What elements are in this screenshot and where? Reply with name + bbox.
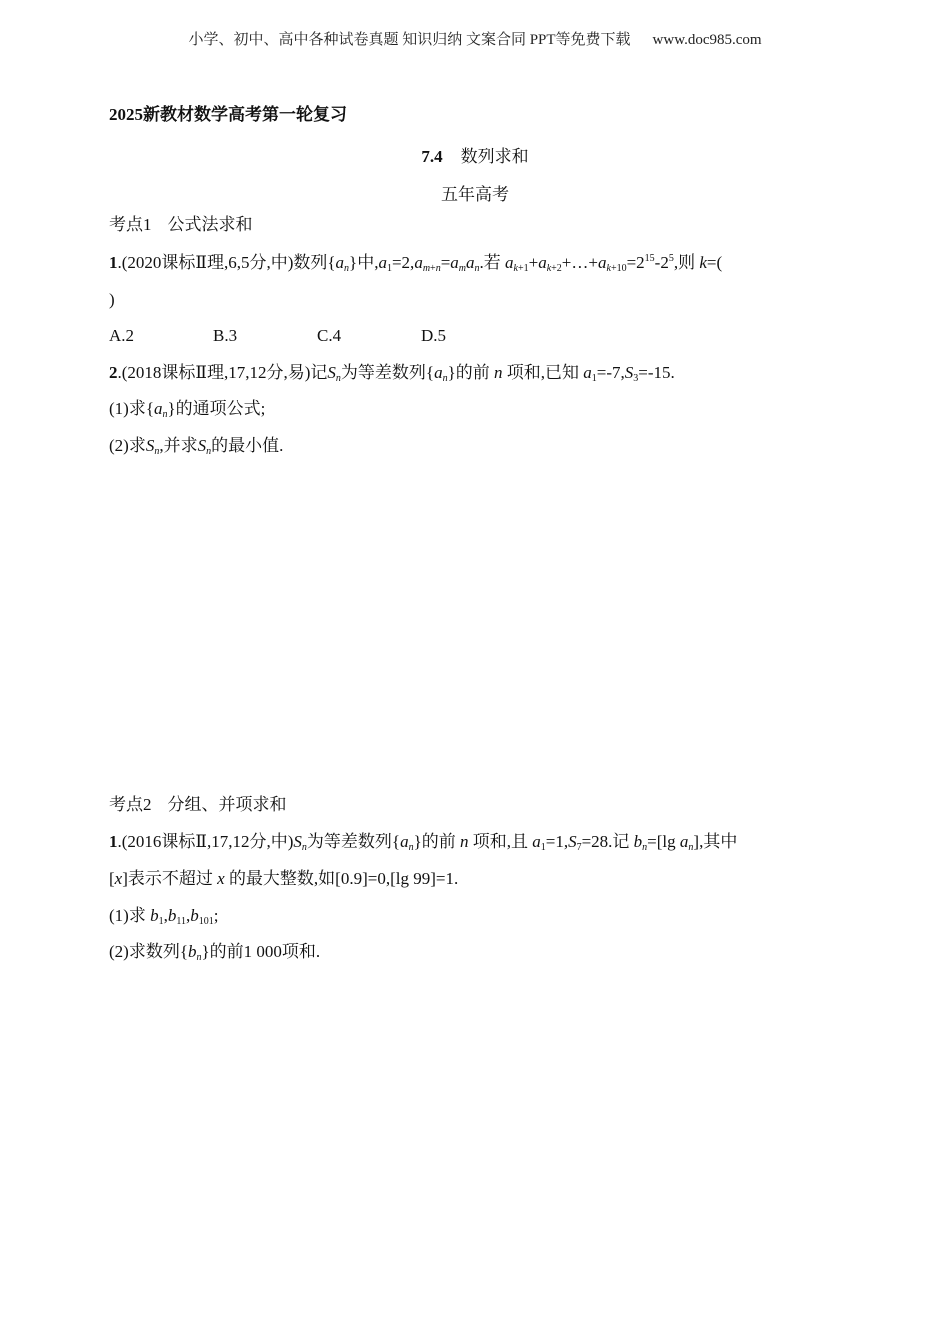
section-heading bbox=[0, 142, 950, 167]
t2-q1-part2-text-b: }的前1 000项和. bbox=[201, 942, 321, 961]
t1-q1-option-b: B.3 bbox=[213, 326, 238, 345]
t1-q1-option-c: C.4 bbox=[317, 326, 342, 345]
t1-q2-part1: (1)求$\{a_n\}$的通项公式; bbox=[109, 399, 266, 420]
t2-q1-source: .(2016课标Ⅱ,17,12分,中) bbox=[117, 832, 294, 851]
t1-q2-part2-text-b: ,并求 bbox=[159, 436, 198, 455]
t1-q1-close-paren: ) bbox=[109, 290, 115, 309]
t2-q1-part1-text: (1)求 bbox=[109, 906, 146, 925]
t2-q1-part2-text-a: (2)求数列{ bbox=[109, 942, 188, 961]
section-name: 数列求和 bbox=[460, 147, 529, 166]
section-number: 7.4 bbox=[421, 147, 443, 166]
page-header bbox=[0, 28, 950, 49]
t1-q1-options bbox=[109, 325, 525, 347]
t2-q1-part2: (2)求数列$\{b_n\}$的前1 000项和. bbox=[109, 942, 321, 963]
header-tagline: 小学、初中、高中各种试卷真题 知识归纳 文案合同 PPT等免费下载 bbox=[188, 32, 631, 48]
t1-q2-part2-text-a: (2)求 bbox=[109, 436, 146, 455]
t2-q1-part1: (1)求 $b_1,b_{11},b_{101}$; bbox=[109, 906, 219, 927]
t2-q1-number: 1 bbox=[109, 832, 118, 851]
t1-q2-part1-text-a: (1)求{ bbox=[109, 399, 154, 418]
t2-q1-stem: 1.(2016课标Ⅱ,17,12分,中)$S_n$为等差数列$\{a_n\}$的前 n 项和,且 $a_1=1,S_7=28$.记 $b_n=[\lg$ $a_n$],其中 bbox=[109, 832, 738, 853]
t1-q2-part1-text-b: }的通项公式; bbox=[167, 399, 266, 418]
topic1-heading bbox=[109, 214, 253, 236]
t1-q1-number: 1 bbox=[109, 253, 118, 272]
topic1-name: 公式法求和 bbox=[167, 215, 253, 234]
t1-q2-part2-text-c: 的最小值. bbox=[211, 436, 284, 455]
t1-q2-stem: 2.(2018课标Ⅱ理,17,12分,易)记$S_n$为等差数列$\{a_n\}$的前 n 项和,已知 $a_1=-7,S_3=-15$. bbox=[109, 363, 675, 384]
t1-q2-part2: (2)求$S_n$,并求$S_n$的最小值. bbox=[109, 436, 284, 457]
t2-q1-stem-cont: [x]表示不超过 x 的最大整数,如[0.9]=0,[lg 99]=1. bbox=[109, 869, 459, 888]
topic2-label: 考点2 bbox=[109, 795, 152, 814]
t1-q1-source: .(2020课标Ⅱ理,6,5分,中)数列{ bbox=[117, 253, 336, 272]
t1-q2-number: 2 bbox=[109, 363, 118, 382]
header-site-link[interactable]: www.doc985.com bbox=[652, 32, 762, 48]
t1-q1-option-d: D.5 bbox=[421, 326, 447, 345]
document-title: 2025新教材数学高考第一轮复习 bbox=[109, 105, 347, 124]
topic1-label: 考点1 bbox=[109, 215, 152, 234]
t1-q2-source: .(2018课标Ⅱ理,17,12分,易)记 bbox=[117, 363, 328, 382]
topic2-name: 分组、并项求和 bbox=[167, 795, 287, 814]
topic2-heading bbox=[109, 794, 287, 816]
t1-q1-stem: 1.(2020课标Ⅱ理,6,5分,中)数列$\{a_n\}$中$,a_1=2,a_{m+n}=a_ma_n$.若 $a_{k+1}+a_{k+2}+\dots+a_{k+10}=2^{15}-2^5$,则 k=( bbox=[109, 253, 723, 274]
t1-q1-option-a: A.2 bbox=[109, 326, 135, 345]
section-subtitle: 五年高考 bbox=[441, 185, 509, 204]
